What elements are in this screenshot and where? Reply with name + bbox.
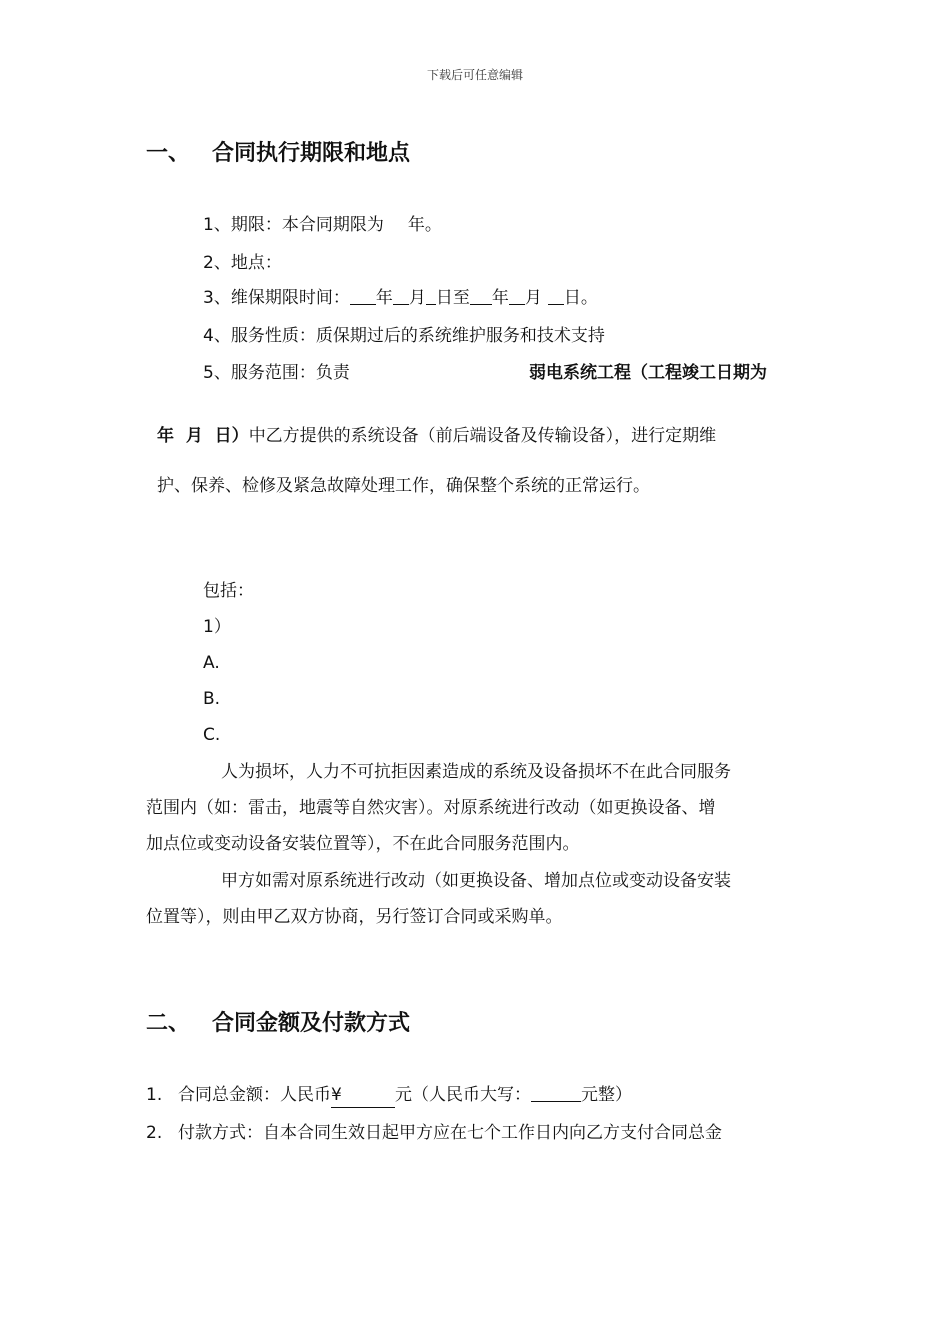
scope-rest: 中乙方提供的系统设备（前后端设备及传输设备），进行定期维 xyxy=(248,426,717,446)
amount-end: 元整） xyxy=(581,1085,632,1105)
section1-title: 合同执行期限和地点 xyxy=(212,141,411,166)
para1-line3: 加点位或变动设备安装位置等），不在此合同服务范围内。 xyxy=(146,834,580,854)
section1-heading xyxy=(146,136,410,167)
scope-line xyxy=(203,361,350,385)
period-month1-blank xyxy=(393,286,409,305)
scope-label: 5、服务范围：负责 xyxy=(203,363,350,383)
period-year1-blank xyxy=(350,286,376,305)
includes-option-c: C. xyxy=(203,725,221,745)
header-note: 下载后可任意编辑 xyxy=(426,68,523,82)
term-label: 1、期限：本合同期限为 xyxy=(203,215,384,235)
payment-line xyxy=(146,1121,722,1145)
para1-line2: 范围内（如：雷击，地震等自然灾害）。对原系统进行改动（如更换设备、增 xyxy=(146,798,716,818)
period-month2-blank xyxy=(509,286,525,305)
section2-title: 合同金额及付款方式 xyxy=(212,1011,411,1036)
scope-bold-text: 弱电系统工程（工程竣工日期为 xyxy=(529,363,767,383)
amount-line xyxy=(146,1083,632,1108)
period-day1: 日至 xyxy=(435,288,470,308)
payment-num: 2. xyxy=(146,1123,163,1143)
payment-text: 付款方式：自本合同生效日起甲方应在七个工作日内向乙方支付合同总金 xyxy=(178,1123,722,1143)
amount-label: 合同总金额：人民币 xyxy=(178,1085,331,1105)
period-year1: 年 xyxy=(375,288,393,308)
period-day2: 日。 xyxy=(563,288,598,308)
period-month1: 月 xyxy=(408,288,426,308)
period-year2: 年 xyxy=(491,288,509,308)
para1-line1: 人为损坏，人力不可抗拒因素造成的系统及设备损坏不在此合同服务 xyxy=(221,762,731,782)
amount-num: 1. xyxy=(146,1085,163,1105)
amount-currency xyxy=(331,1083,395,1108)
section2-heading xyxy=(146,1006,410,1037)
scope-line3: 护、保养、检修及紧急故障处理工作，确保整个系统的正常运行。 xyxy=(157,476,650,496)
includes-sub-item: 1） xyxy=(203,617,231,637)
term-line xyxy=(203,213,442,237)
period-day2-blank xyxy=(548,286,564,305)
period-year2-blank xyxy=(470,286,492,305)
para2-line1: 甲方如需对原系统进行改动（如更换设备、增加点位或变动设备安装 xyxy=(221,871,731,891)
scope-date: 年 月 日） xyxy=(157,426,249,446)
period-label: 3、维保期限时间： xyxy=(203,288,350,308)
amount-mid: 元（人民币大写： xyxy=(395,1085,531,1105)
includes-label: 包括： xyxy=(203,581,254,601)
nature-text: 4、服务性质：质保期过后的系统维护服务和技术支持 xyxy=(203,326,605,346)
includes-option-a: A. xyxy=(203,653,220,673)
section1-number: 一、 xyxy=(146,141,191,166)
location-label: 2、地点： xyxy=(203,253,282,273)
term-unit: 年。 xyxy=(407,215,442,235)
nature-line xyxy=(203,324,605,348)
period-line xyxy=(203,286,598,310)
includes-option-b: B. xyxy=(203,689,221,709)
section2-number: 二、 xyxy=(146,1011,191,1036)
scope-line2 xyxy=(157,424,716,448)
period-month2: 月 xyxy=(524,288,542,308)
para2-line2: 位置等），则由甲乙双方协商，另行签订合同或采购单。 xyxy=(146,907,563,927)
period-day1-blank xyxy=(426,286,436,305)
amount-capital-blank xyxy=(531,1083,581,1102)
location-line xyxy=(203,251,282,275)
currency-symbol: ¥ xyxy=(331,1085,342,1105)
